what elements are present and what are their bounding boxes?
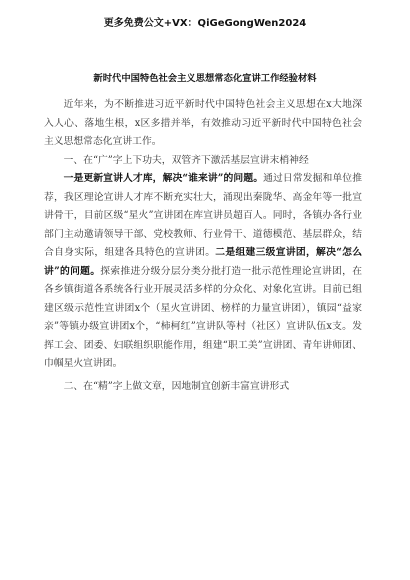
bold-lead-2: 二是组建三级宣讲团，解决“怎么讲”的问题。 — [44, 247, 362, 277]
document-title: 新时代中国特色社会主义思想常态化宣讲工作经验材料 — [93, 73, 317, 84]
document-body — [44, 96, 362, 396]
page-header: 更多免费公文+VX：QiGeGongWen2024 — [103, 18, 307, 29]
paragraph-body-1: 通过日常发掘和单位推荐，我区理论宣讲人才库不断充实壮大，涌现出秦陇华、高金年等一批宣讲骨干，目前区级“星火”宣讲团在库宣讲员超百人。同时，各镇办各行业部门主动邀请领导干部、党校教师、行业骨干、道德模范、基层群众，结合自身实际，组建各具特色的宣讲团。 — [44, 173, 362, 258]
section-heading-1: 一、在“广”字上下功夫，双管齐下激活基层宣讲末梢神经 — [63, 154, 309, 166]
paragraph-talent-pool — [44, 170, 362, 374]
section-heading-2: 二、在“精”字上做文章，因地制宜创新丰富宣讲形式 — [63, 380, 290, 392]
paragraph-intro: 近年来，为不断推进习近平新时代中国特色社会主义思想在x大地深入人心、落地生根，x区多措并举，有效推动习近平新时代中国特色社会主义思想常态化宣讲工作。 — [44, 99, 362, 147]
bold-lead-1: 一是更新宣讲人才库，解决“谁来讲”的问题。 — [63, 173, 264, 184]
paragraph-body-2: 探索推进分级分层分类分批打造一批示范性理论宣讲团，在各乡镇街道各系统各行业开展灵活多样的分众化、对象化宣讲。目前已组建区级示范性宣讲团x个（星火宣讲团、榜样的力量宣讲团），镇园“益家亲”等镇办级宣讲团x个，“柿柯红”宣讲队等村（社区）宣讲队伍x支。发挥工会、团委、妇联组织职能作用，组建“职工美”宣讲团、青年讲师团、巾帼星火宣讲团。 — [44, 265, 362, 369]
